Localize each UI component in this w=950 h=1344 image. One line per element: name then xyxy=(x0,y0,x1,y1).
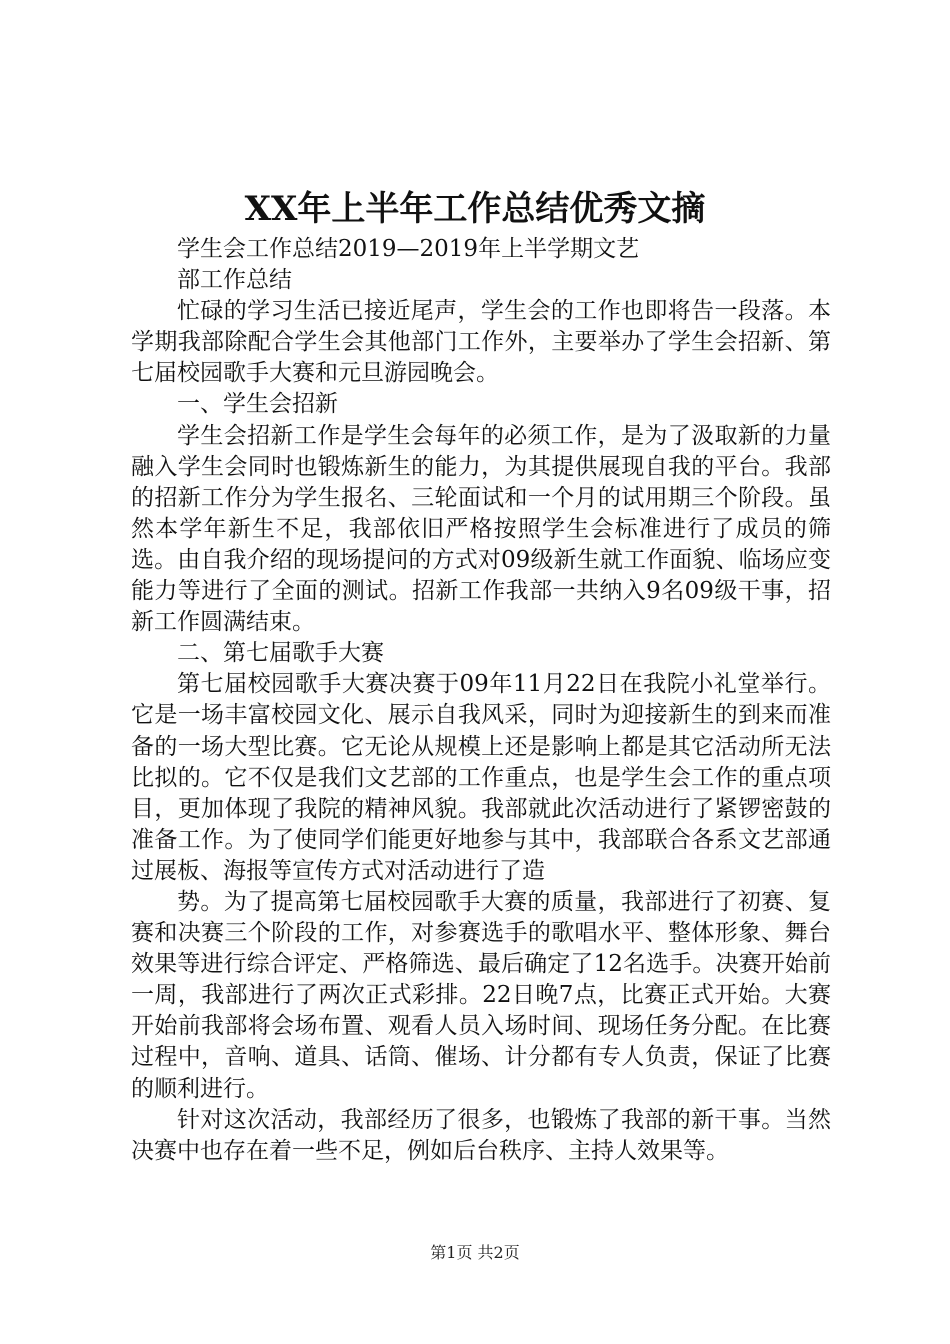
section-2-paragraph-2: 势。为了提高第七届校园歌手大赛的质量，我部进行了初赛、复赛和决赛三个阶段的工作，对参赛选手的歌唱水平、整体形象、舞台效果等进行综合评定、严格筛选、最后确定了12名选手。决赛开始前一周，我部进行了两次正式彩排。22日晚7点，比赛正式开始。大赛开始前我部将会场布置、观看人员入场时间、现场任务分配。在比赛过程中，音响、道具、话筒、催场、计分都有专人负责，保证了比赛的顺利进行。 xyxy=(131,888,831,1102)
section-2-heading: 二、第七届歌手大赛 xyxy=(177,640,384,667)
section-2-paragraph-3: 针对这次活动，我部经历了很多，也锻炼了我部的新干事。当然决赛中也存在着一些不足，例如后台秩序、主持人效果等。 xyxy=(131,1106,831,1164)
document-title: XX年上半年工作总结优秀文摘 xyxy=(244,189,706,229)
document-body xyxy=(131,234,831,1167)
section-1-heading: 一、学生会招新 xyxy=(177,391,338,418)
subtitle-line-2: 部工作总结 xyxy=(177,267,292,294)
subtitle-line-1: 学生会工作总结2019—2019年上半学期文艺 xyxy=(177,236,640,262)
page-number-footer: 第1页 共2页 xyxy=(430,1243,520,1262)
section-2-paragraph-1: 第七届校园歌手大赛决赛于09年11月22日在我院小礼堂举行。它是一场丰富校园文化、展示自我风采，同时为迎接新生的到来而准备的一场大型比赛。它无论从规模上还是影响上都是其它活动所无法比拟的。它不仅是我们文艺部的工作重点，也是学生会工作的重点项目，更加体现了我院的精神风貌。我部就此次活动进行了紧锣密鼓的准备工作。为了使同学们能更好地参与其中，我部联合各系文艺部通过展板、海报等宣传方式对活动进行了造 xyxy=(131,671,831,884)
intro-paragraph: 忙碌的学习生活已接近尾声，学生会的工作也即将告一段落。本学期我部除配合学生会其他部门工作外，主要举办了学生会招新、第七届校园歌手大赛和元旦游园晚会。 xyxy=(131,298,831,387)
section-1-paragraph: 学生会招新工作是学生会每年的必须工作，是为了汲取新的力量融入学生会同时也锻炼新生的能力，为其提供展现自我的平台。我部的招新工作分为学生报名、三轮面试和一个月的试用期三个阶段。虽然本学年新生不足，我部依旧严格按照学生会标准进行了成员的筛选。由自我介绍的现场提问的方式对09级新生就工作面貌、临场应变能力等进行了全面的测试。招新工作我部一共纳入9名09级干事，招新工作圆满结束。 xyxy=(131,422,831,636)
